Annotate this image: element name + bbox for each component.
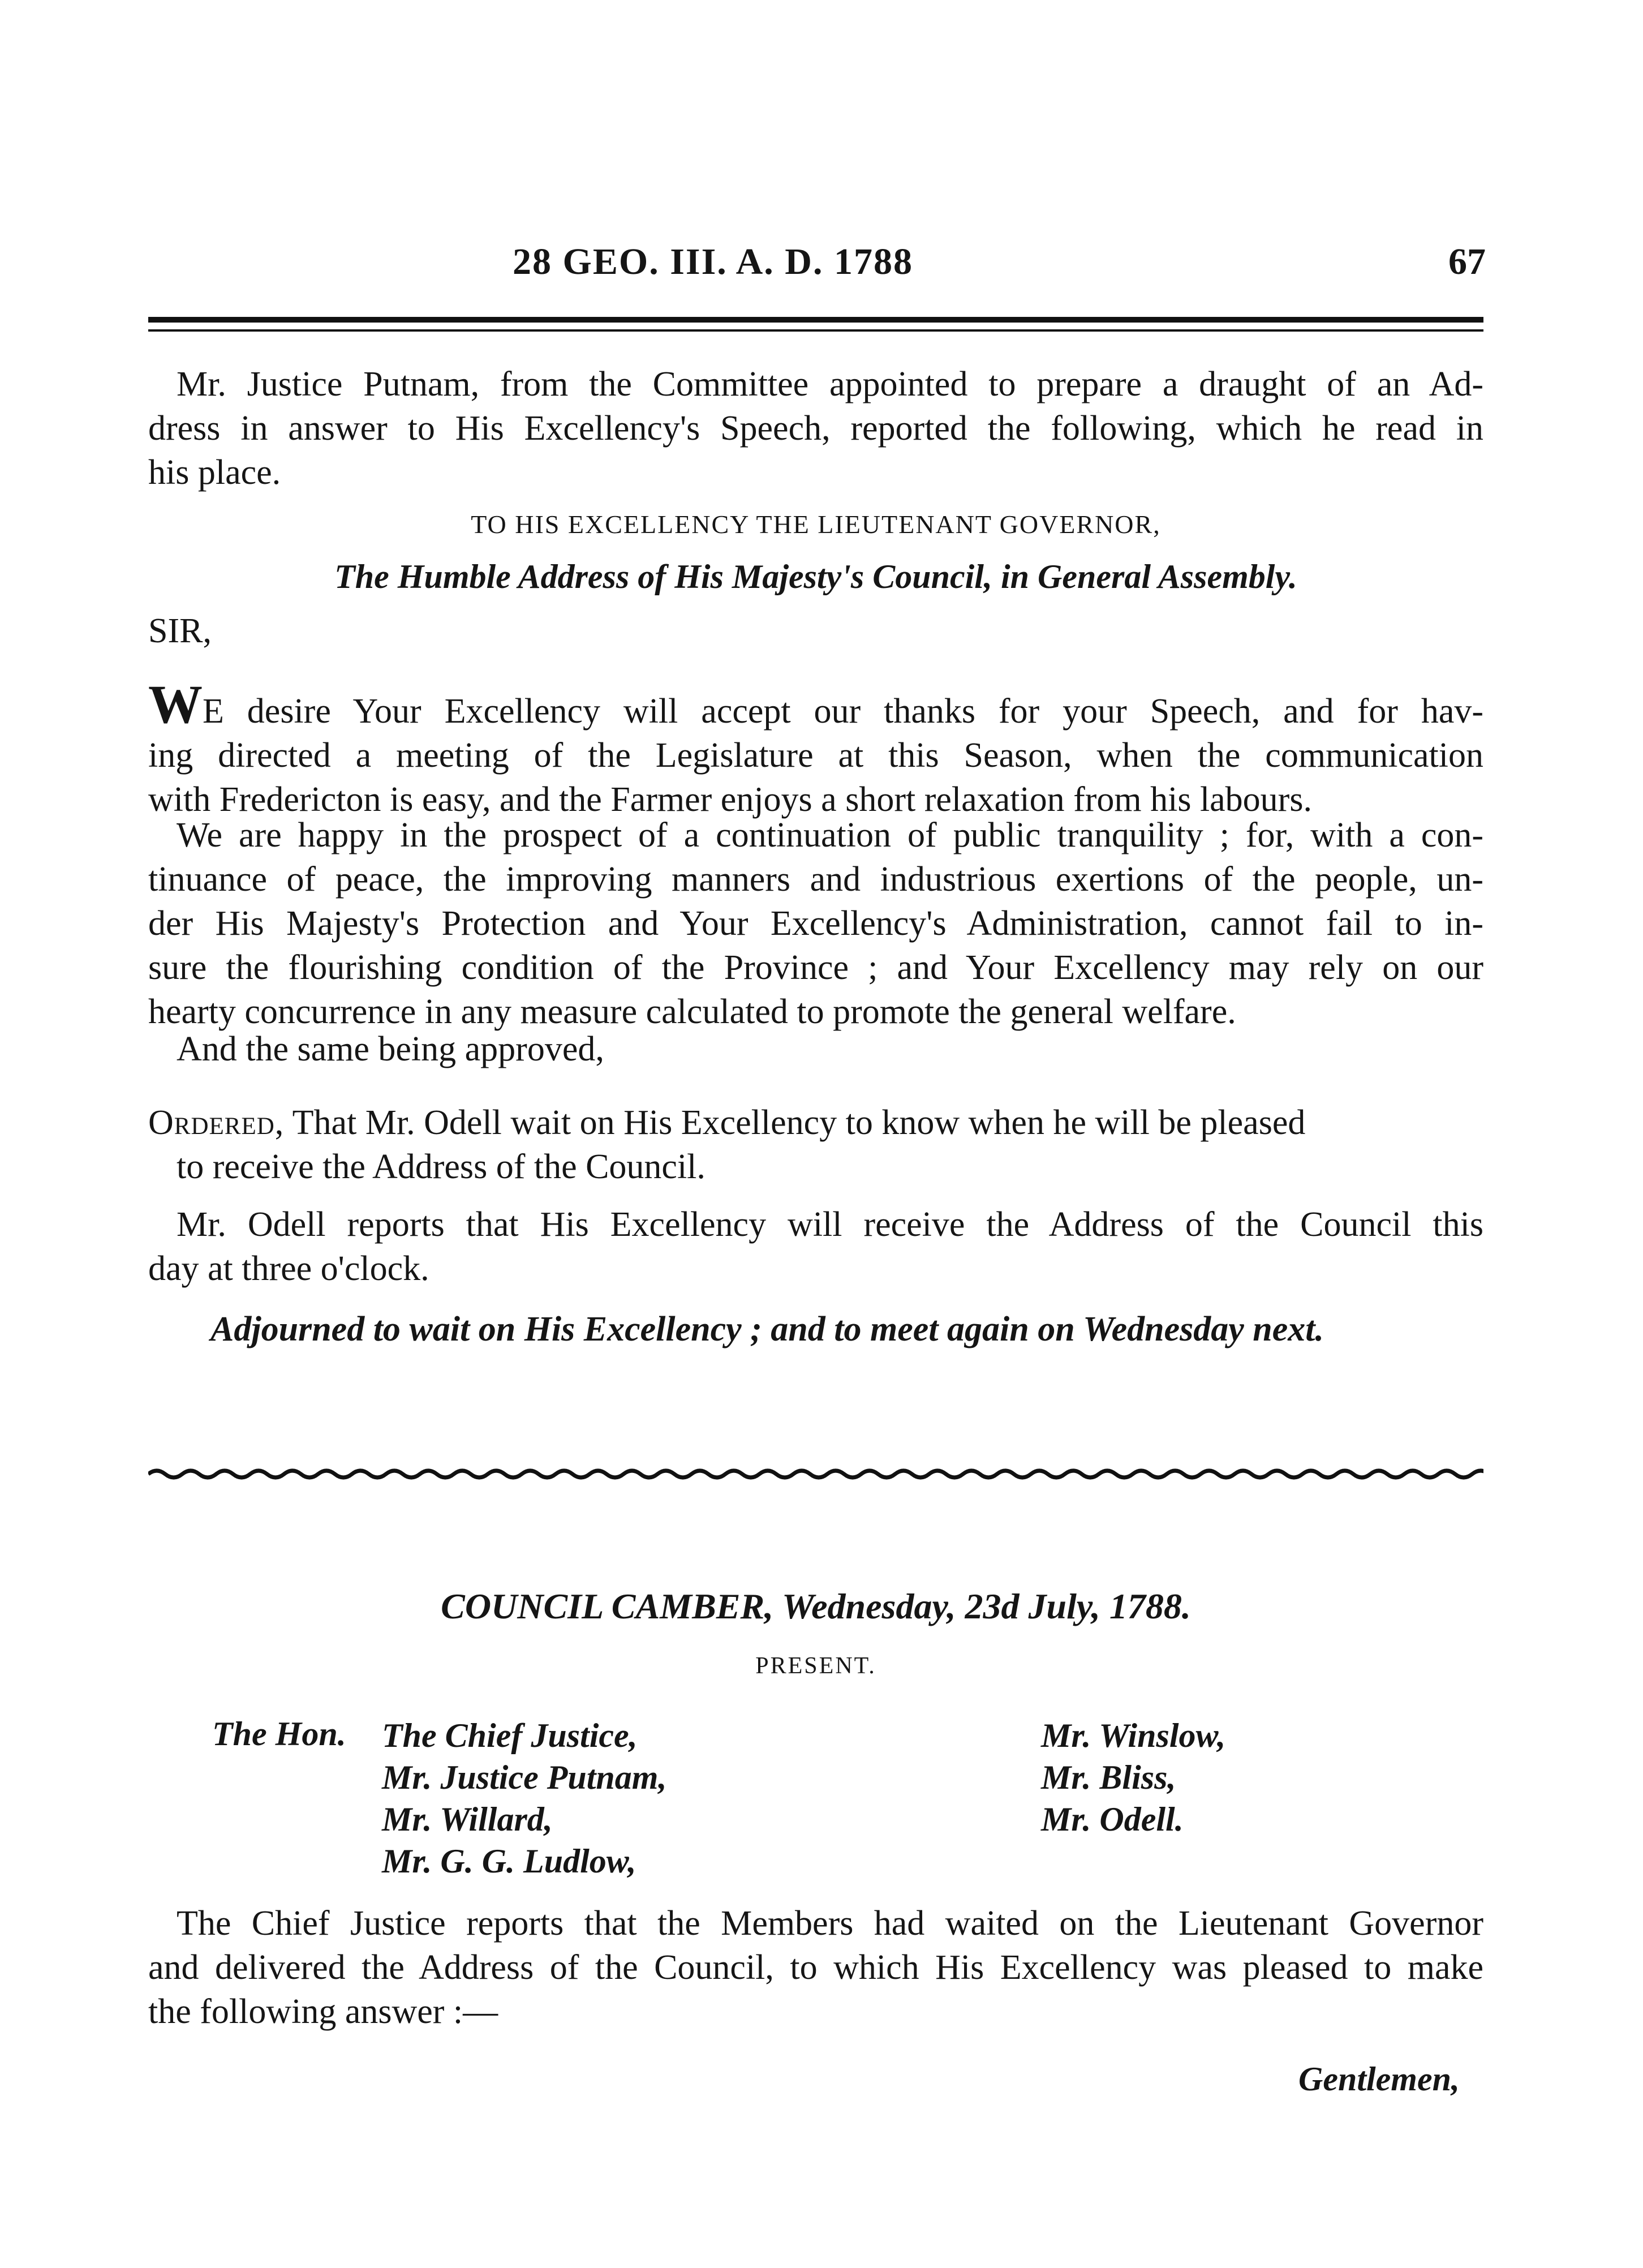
running-header: 28 GEO. III. A. D. 1788 xyxy=(513,241,913,282)
text-line: der His Majesty's Protection and Your Excellency's Administration, cannot fail to in- xyxy=(148,904,1483,943)
address-heading: TO HIS EXCELLENCY THE LIEUTENANT GOVERNOR, xyxy=(471,510,1161,539)
chief-justice-report-paragraph xyxy=(148,1901,1483,2034)
text-line: day at three o'clock. xyxy=(148,1249,429,1288)
text-line: And the same being approved, xyxy=(177,1030,604,1068)
catchword: Gentlemen, xyxy=(1298,2060,1460,2098)
salutation: SIR, xyxy=(148,612,212,650)
text-line: We are happy in the prospect of a continuation of public tranquility ; for, with a con- xyxy=(177,816,1483,854)
text-line: the following answer :— xyxy=(148,1992,498,2031)
text-line: with Fredericton is easy, and the Farmer enjoys a short relaxation from his labours. xyxy=(148,780,1312,819)
text-line-rest: E desire Your Excellency will accept our thanks for your Speech, and for hav- xyxy=(203,692,1483,731)
text-line xyxy=(148,1101,1483,1145)
ordered-paragraph xyxy=(148,1101,1483,1189)
hon-label: The Hon. xyxy=(212,1715,346,1752)
text-line: and delivered the Address of the Council, to which His Excellency was pleased to make xyxy=(148,1948,1483,1987)
ordered-label: Ordered, xyxy=(148,1103,285,1142)
attendee-name: Mr. Winslow, xyxy=(1041,1717,1226,1754)
text-line: tinuance of peace, the improving manners and industrious exertions of the people, un- xyxy=(148,860,1483,899)
attendee-name: Mr. G. G. Ludlow, xyxy=(382,1842,636,1880)
drop-cap: W xyxy=(148,674,203,734)
present-heading: PRESENT. xyxy=(755,1653,876,1679)
header-rule-thin xyxy=(148,329,1483,332)
committee-report-paragraph xyxy=(148,362,1483,495)
adjournment-line xyxy=(148,1307,1483,1351)
address-subheading: The Humble Address of His Majesty's Council, in General Assembly. xyxy=(334,558,1297,595)
text-line: hearty concurrence in any measure calculated to promote the general welfare. xyxy=(148,993,1236,1031)
header-rule-thick xyxy=(148,317,1483,323)
text-line: ing directed a meeting of the Legislature at this Season, when the communication xyxy=(148,736,1483,775)
odell-report-paragraph xyxy=(148,1202,1483,1291)
text-line: Mr. Odell reports that His Excellency will receive the Address of the Council this xyxy=(177,1205,1483,1244)
text-line: Adjourned to wait on His Excellency ; and to meet again on Wednesday next. xyxy=(210,1310,1324,1348)
text-line xyxy=(148,674,1483,734)
text-line: dress in answer to His Excellency's Speech, reported the following, which he read in xyxy=(148,409,1483,448)
page-number: 67 xyxy=(1448,241,1486,282)
text-line: sure the flourishing condition of the Province ; and Your Excellency may rely on our xyxy=(148,948,1483,987)
attendee-name: Mr. Bliss, xyxy=(1041,1759,1176,1796)
text-line: Mr. Justice Putnam, from the Committee appointed to prepare a draught of an Ad- xyxy=(177,365,1483,403)
attendees-right-column xyxy=(1041,1715,1225,1840)
wavy-separator xyxy=(148,1467,1483,1481)
address-paragraph-1 xyxy=(148,674,1483,822)
attendee-name: Mr. Willard, xyxy=(382,1801,553,1838)
attendee-name: Mr. Justice Putnam, xyxy=(382,1759,667,1796)
session-heading xyxy=(148,1584,1483,1629)
attendee-name: Mr. Odell. xyxy=(1041,1801,1184,1838)
attendees-left-column xyxy=(382,1715,666,1882)
attendee-name: The Chief Justice, xyxy=(382,1717,638,1754)
approval-paragraph xyxy=(148,1027,1483,1071)
text-line: to receive the Address of the Council. xyxy=(177,1148,706,1186)
text-line: COUNCIL CAMBER, Wednesday, 23d July, 1788. xyxy=(441,1586,1191,1626)
text-line: The Chief Justice reports that the Members had waited on the Lieutenant Governor xyxy=(177,1904,1483,1943)
address-paragraph-2 xyxy=(148,813,1483,1034)
text-line: his place. xyxy=(148,453,281,492)
text-line-rest: That Mr. Odell wait on His Excellency to know when he will be pleased xyxy=(292,1103,1306,1142)
